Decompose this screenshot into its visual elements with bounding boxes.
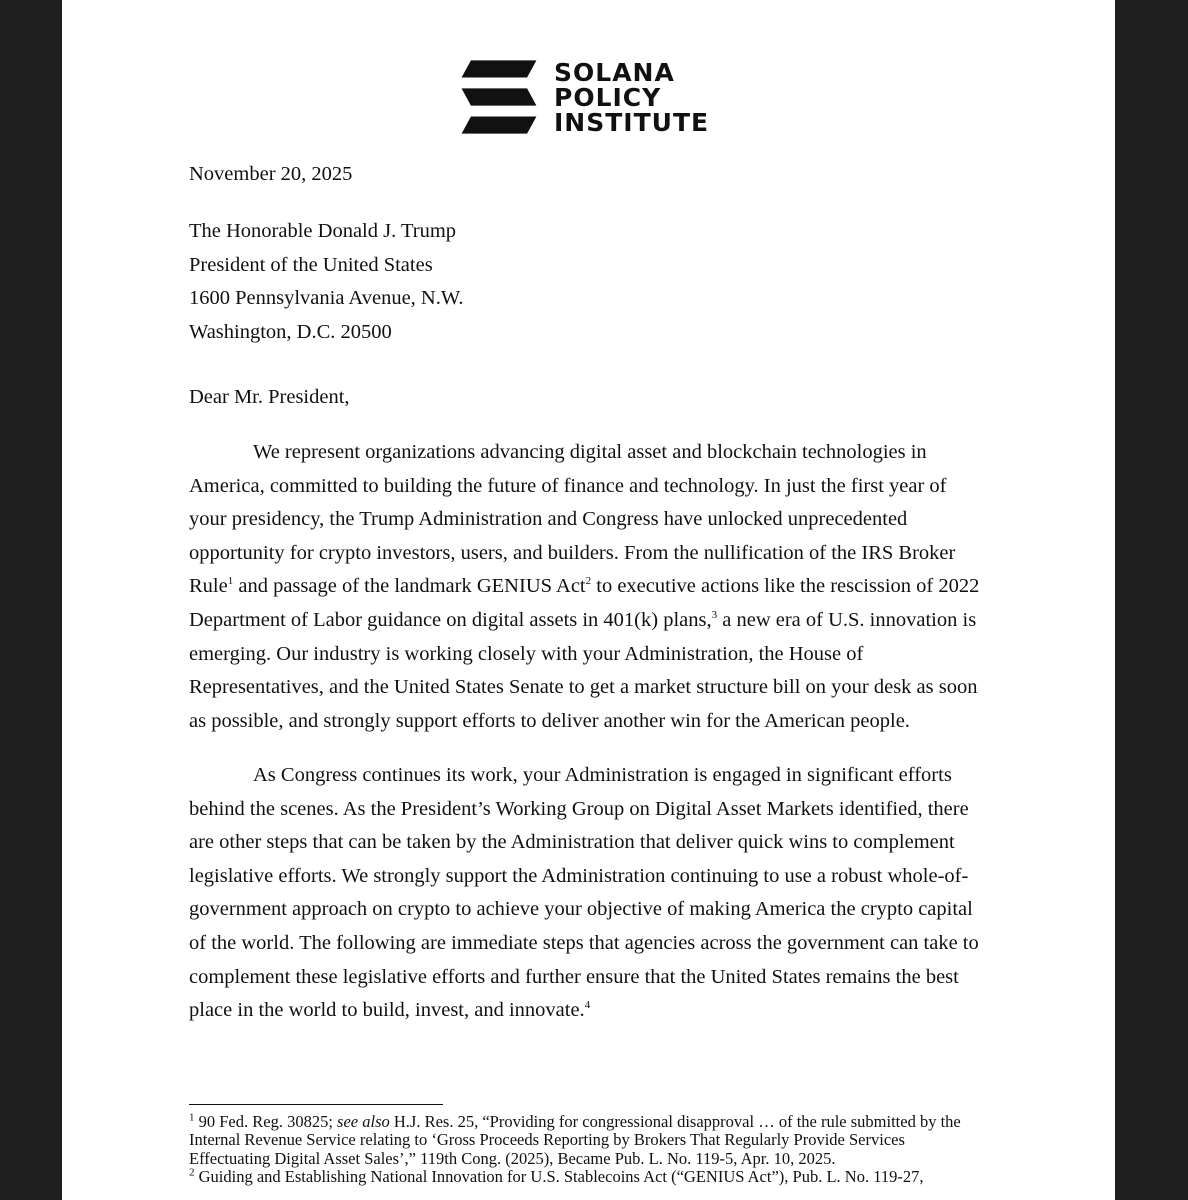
paragraph-text: and passage of the landmark GENIUS Act — [233, 575, 586, 598]
recipient-address — [189, 215, 989, 349]
footnote-ref-3: 3 — [711, 609, 718, 622]
salutation: Dear Mr. President, — [189, 386, 350, 408]
footnote-ref-4: 4 — [584, 999, 591, 1012]
paragraph-text: to executive actions like the rescission of 2022 Department of Labor guidance on digital assets in 401(k) plans, — [189, 575, 980, 631]
letter-date: November 20, 2025 — [189, 163, 353, 185]
logo-line-2: POLICY — [554, 82, 662, 112]
paragraph-text: We represent organizations advancing digital asset and blockchain technologies in America, committed to building the future of finance and technology. In just the first year of your presidency, the Trump Administration and Congress have unlocked unprecedented opportunity for crypto investors, users, and builders. From the nullification of the IRS Broker Rule — [189, 441, 956, 598]
footnote-text: Guiding and Establishing National Innovation for U.S. Stablecoins Act (“GENIUS Act”), Pub. L. No. 119-27, — [194, 1167, 924, 1187]
body-paragraph-1 — [189, 436, 989, 738]
body-paragraph-2 — [189, 759, 989, 1028]
footnote-number: 1 — [189, 1111, 195, 1124]
paragraph-text: As Congress continues its work, your Administration is engaged in significant efforts behind the scenes. As the President’s Working Group on Digital Asset Markets identified, there are other steps that can be taken by the Administration that deliver quick wins to complement legislative efforts. We strongly support the Administration continuing to use a robust whole-of-government approach on crypto to achieve your objective of making America the crypto capital of the world. The following are immediate steps that agencies across the government can take to complement these legislative efforts and further ensure that the United States remains the best place in the world to build, invest, and innovate. — [189, 764, 979, 1022]
solana-logo-icon — [460, 58, 538, 136]
letter-page — [62, 0, 1115, 1200]
footnote-ref-1: 1 — [227, 575, 234, 588]
footnote-1 — [189, 1113, 989, 1168]
footnote-ref-2: 2 — [585, 575, 592, 588]
logo-wordmark — [554, 57, 710, 137]
address-line: 1600 Pennsylvania Avenue, N.W. — [189, 287, 464, 310]
footnote-italic-text: see also — [337, 1112, 390, 1131]
footnote-text: 90 Fed. Reg. 30825; — [194, 1112, 338, 1131]
footnote-number: 2 — [189, 1166, 195, 1179]
solana-policy-institute-logo — [460, 58, 709, 136]
address-line: President of the United States — [189, 253, 433, 276]
logo-line-1: SOLANA — [554, 57, 675, 87]
footnote-text: H.J. Res. 25, “Providing for congressional disapproval … of the rule submitted by the Internal Revenue Service relating to ‘Gross Proceeds Reporting by Brokers That Regularly Provide Services Effectuating Digital Asset Sales’,” 119th Cong. (2025), Became Pub. L. No. 119-5, Apr. 10, 2025. — [189, 1112, 961, 1168]
address-line: Washington, D.C. 20500 — [189, 320, 392, 343]
footnote-2 — [189, 1168, 989, 1186]
paragraph-text: a new era of U.S. innovation is emerging. Our industry is working closely with your Administration, the House of Representatives, and the United States Senate to get a market structure bill on your desk as soon as possible, and strongly support efforts to deliver another win for the American people. — [189, 608, 978, 732]
logo-line-3: INSTITUTE — [554, 107, 710, 137]
footnotes — [189, 1113, 989, 1187]
address-line: The Honorable Donald J. Trump — [189, 220, 457, 242]
footnote-divider — [189, 1104, 443, 1105]
